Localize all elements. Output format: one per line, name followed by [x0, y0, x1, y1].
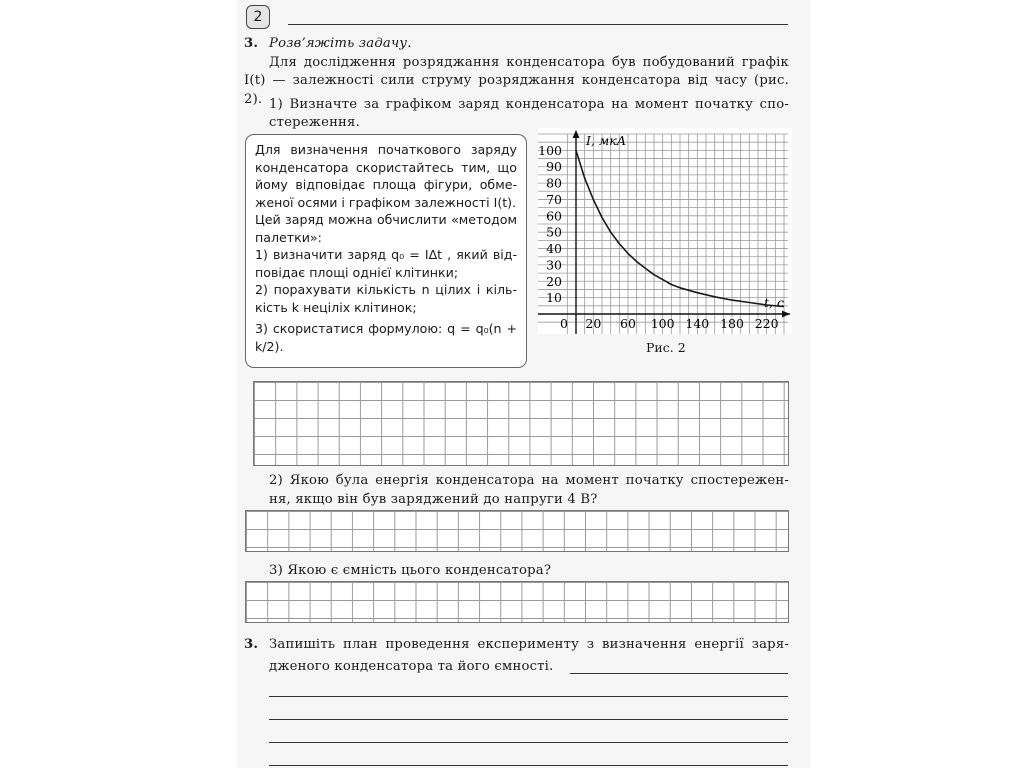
header-rule: [288, 24, 788, 25]
y-axis-label: I, мкА: [586, 133, 627, 148]
y-tick-label: 10: [546, 290, 562, 306]
answer-line[interactable]: [570, 673, 788, 674]
x-tick-label: 100: [650, 316, 675, 331]
x-tick-label: 220: [754, 316, 779, 331]
hint-paragraph-1: Для визначення початкового заряду конденсатора скористайтесь тим, що йому відповідає площа фігури, обме-женої осями і графіком залежності I(t).: [255, 142, 517, 210]
x-tick-label: 0: [560, 316, 568, 331]
answer-line[interactable]: [269, 719, 788, 720]
task-heading: Розв’яжіть задачу.: [269, 36, 412, 51]
task-number: 3.: [244, 36, 259, 51]
task-intro-line-2: I(t) — залежності сили струму розряджання конденсатора від часу (рис. 2).: [244, 73, 789, 107]
question-3: 3) Якою є ємність цього конденсатора?: [269, 563, 552, 578]
y-tick-label: 50: [546, 224, 562, 240]
y-tick-label: 60: [546, 208, 562, 224]
y-tick-label: 70: [546, 191, 562, 207]
page-number: 2: [246, 5, 270, 29]
hint-step-2: 2) порахувати кількість n цілих і кіль-кість k неціліх клітинок;: [255, 282, 517, 315]
task-3b-line-2: дженого конденсатора та його ємності.: [269, 659, 554, 674]
task-intro-line-1: Для дослідження розряджання конденсатора був побудований графік: [269, 55, 789, 70]
question-2-line-2: ня, якщо він був заряджений до напруги 4 В?: [269, 492, 598, 507]
answer-grid-3[interactable]: [245, 581, 789, 623]
task-3b-number: 3.: [244, 637, 259, 652]
current-vs-time-chart: [538, 128, 792, 334]
y-tick-label: 100: [538, 142, 562, 158]
question-1-line-1: 1) Визначте за графіком заряд конденсатора на момент початку спо-: [269, 97, 789, 112]
answer-grid-2[interactable]: [245, 510, 789, 552]
answer-grid-1[interactable]: [253, 381, 789, 466]
x-axis-label: t, с: [764, 295, 784, 310]
y-tick-label: 90: [546, 159, 562, 175]
hint-box: [245, 134, 527, 368]
answer-line[interactable]: [269, 765, 788, 766]
question-2-line-1: 2) Якою була енергія конденсатора на момент початку спостережен-: [269, 473, 789, 488]
x-tick-label: 140: [685, 316, 710, 331]
hint-step-1: 1) визначити заряд q₀ = IΔt , який від-повідає площі однієї клітинки;: [255, 247, 517, 280]
x-tick-label: 180: [720, 316, 744, 331]
hint-step-3: 3) скористатися формулою: q = q₀(n + k/2).: [255, 321, 517, 354]
y-tick-label: 40: [546, 241, 562, 257]
answer-line[interactable]: [269, 742, 788, 743]
y-tick-label: 80: [546, 175, 562, 191]
question-1-line-2: стереження.: [269, 115, 360, 130]
figure-caption: Рис. 2: [646, 340, 686, 355]
y-tick-label: 20: [546, 273, 562, 289]
x-tick-label: 20: [585, 316, 602, 331]
x-tick-label: 60: [620, 316, 636, 331]
task-3b-line-1: Запишіть план проведення експерименту з визначення енергії заря-: [269, 637, 789, 652]
answer-line[interactable]: [269, 696, 788, 697]
y-tick-label: 30: [546, 257, 562, 273]
hint-paragraph-2: Цей заряд можна обчислити «методом палетки»:: [255, 212, 517, 245]
